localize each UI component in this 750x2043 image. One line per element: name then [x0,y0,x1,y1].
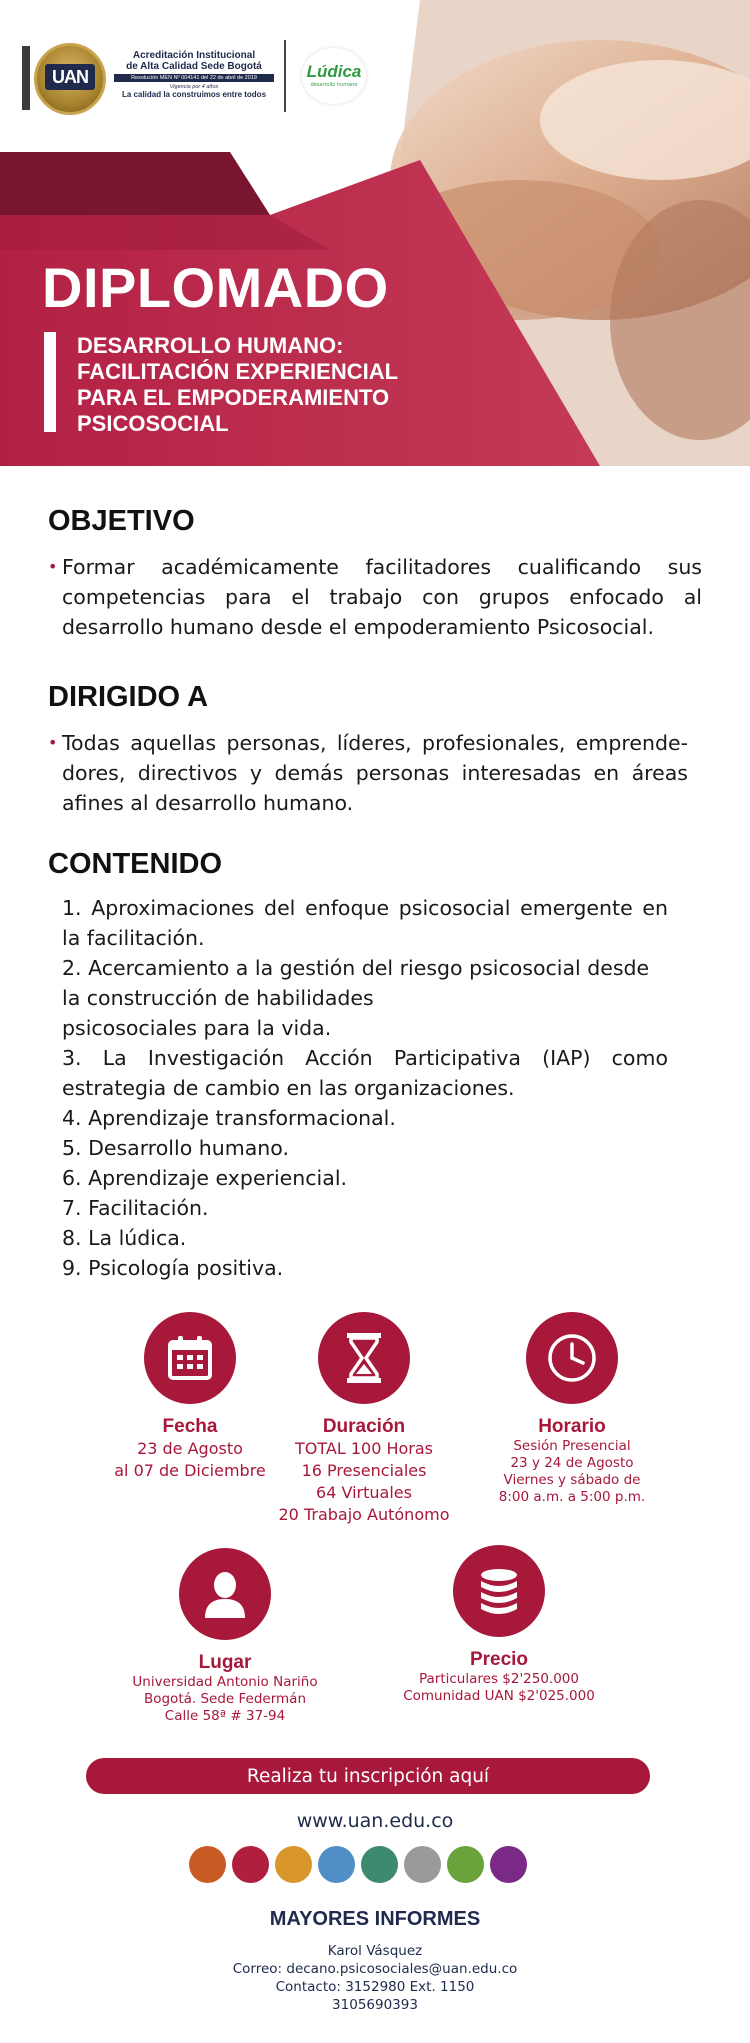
color-dot [490,1846,527,1883]
page-title: DIPLOMADO [42,256,389,319]
precio-info [388,1545,610,1705]
lugar-line: Universidad Antonio Nariño [132,1674,318,1690]
color-dot [189,1846,226,1883]
list-item: 8. La lúdica. [62,1226,187,1250]
duracion-line: 64 Virtuales [316,1483,412,1502]
lugar-label: Lugar [198,1652,252,1673]
person-icon [179,1548,271,1640]
duracion-line: TOTAL 100 Horas [294,1439,433,1458]
informes-title: MAYORES INFORMES [269,1908,481,1930]
fecha-label: Fecha [162,1416,218,1437]
list-item: 6. Aprendizaje experiencial. [62,1166,348,1190]
list-item: 7. Facilitación. [62,1196,209,1220]
validity-text: Vigencia por 4 años [169,84,219,90]
contact-phone: Contacto: 3152980 Ext. 1150 [275,1979,475,1995]
color-dot [404,1846,441,1883]
accreditation-line2: de Alta Calidad Sede Bogotá [126,61,262,72]
horario-label: Horario [538,1416,606,1437]
hero-banner [0,0,750,466]
dirigido-text: • Todas aquellas personas, líderes, profesionales, emprende-dores, directivos y demás personas interesadas en áreas afines al desarrollo humano. [48,728,688,818]
list-item: 3. La Investigación Acción Participativa (IAP) como estrategia de cambio en las organizaciones. [62,1046,668,1100]
contenido-list [48,893,668,1283]
motto-text: La calidad la construimos entre todos [121,90,267,99]
precio-line: Comunidad UAN $2'025.000 [403,1688,595,1704]
dirigido-section [48,681,688,818]
list-item: 1. Aproximaciones del enfoque psicosocial emergente en la facilitación. [62,896,668,950]
contact-email[interactable]: Correo: decano.psicosociales@uan.edu.co [232,1961,518,1977]
horario-line: 8:00 a.m. a 5:00 p.m. [498,1489,646,1505]
resolution-text: Resolución MEN Nº 004141 del 22 de abril de 2019 [114,74,274,82]
contenido-section [48,848,702,1283]
accreditation-line1: Acreditación Institucional [132,50,256,61]
precio-label: Precio [469,1649,529,1670]
list-item: 4. Aprendizaje transformacional. [62,1106,396,1130]
clock-icon [526,1312,618,1404]
objetivo-title: OBJETIVO [48,505,195,537]
horario-line: Viernes y sábado de [503,1472,641,1488]
dirigido-title: DIRIGIDO A [48,681,209,713]
color-dot [318,1846,355,1883]
header-logos [22,40,362,120]
duracion-line: 20 Trabajo Autónomo [278,1505,450,1524]
website-link[interactable]: www.uan.edu.co [296,1810,454,1832]
vertical-label-strip [22,46,30,110]
contenido-title: CONTENIDO [48,848,222,880]
list-item: 9. Psicología positiva. [62,1256,284,1280]
contact-block [0,1942,750,2014]
page-subtitle: DESARROLLO HUMANO: FACILITACIÓN EXPERIENCIAL PARA EL EMPODERAMIENTO PSICOSOCIAL [77,333,399,436]
lugar-line: Calle 58ª # 37-94 [164,1708,286,1724]
color-dots [189,1846,589,1886]
list-item: 5. Desarrollo humano. [62,1136,289,1160]
horario-info [472,1312,672,1506]
accreditation-text [114,50,274,99]
objetivo-text: • Formar académicamente facilitadores cualificando sus competencias para el trabajo con grupos enfocado al desarrollo humano desde el empoderamiento Psicosocial. [48,552,702,642]
fecha-line: 23 de Agosto [137,1439,243,1458]
duracion-info [264,1312,464,1526]
uan-logo: UAN [34,43,106,115]
coins-icon [453,1545,545,1637]
duracion-label: Duración [322,1416,406,1437]
title-accent-bar [44,332,56,432]
calendar-icon [144,1312,236,1404]
list-item: psicosociales para la vida. [62,1016,332,1040]
bullet-icon: • [48,733,58,752]
lugar-info [114,1548,336,1725]
hourglass-icon [318,1312,410,1404]
duracion-line: 16 Presenciales [301,1461,427,1480]
horario-line: Sesión Presencial [513,1438,631,1454]
contact-name: Karol Vásquez [327,1943,423,1959]
objetivo-section [48,505,702,642]
bullet-icon: • [48,557,58,576]
color-dot [447,1846,484,1883]
fecha-info [90,1312,290,1482]
color-dot [361,1846,398,1883]
horario-line: 23 y 24 de Agosto [510,1455,634,1471]
list-item: 2. Acercamiento a la gestión del riesgo psicosocial desde la construcción de habilidades [62,956,650,1010]
precio-line: Particulares $2'250.000 [418,1671,579,1687]
color-dot [275,1846,312,1883]
register-button[interactable]: Realiza tu inscripción aquí [86,1758,650,1794]
color-dot [232,1846,269,1883]
ludica-logo: Lúdica desarrollo humano [302,48,366,104]
logo-divider [284,40,286,112]
contact-mobile: 3105690393 [332,1997,418,2013]
fecha-line: al 07 de Diciembre [114,1461,266,1480]
lugar-line: Bogotá. Sede Federmán [143,1691,307,1707]
